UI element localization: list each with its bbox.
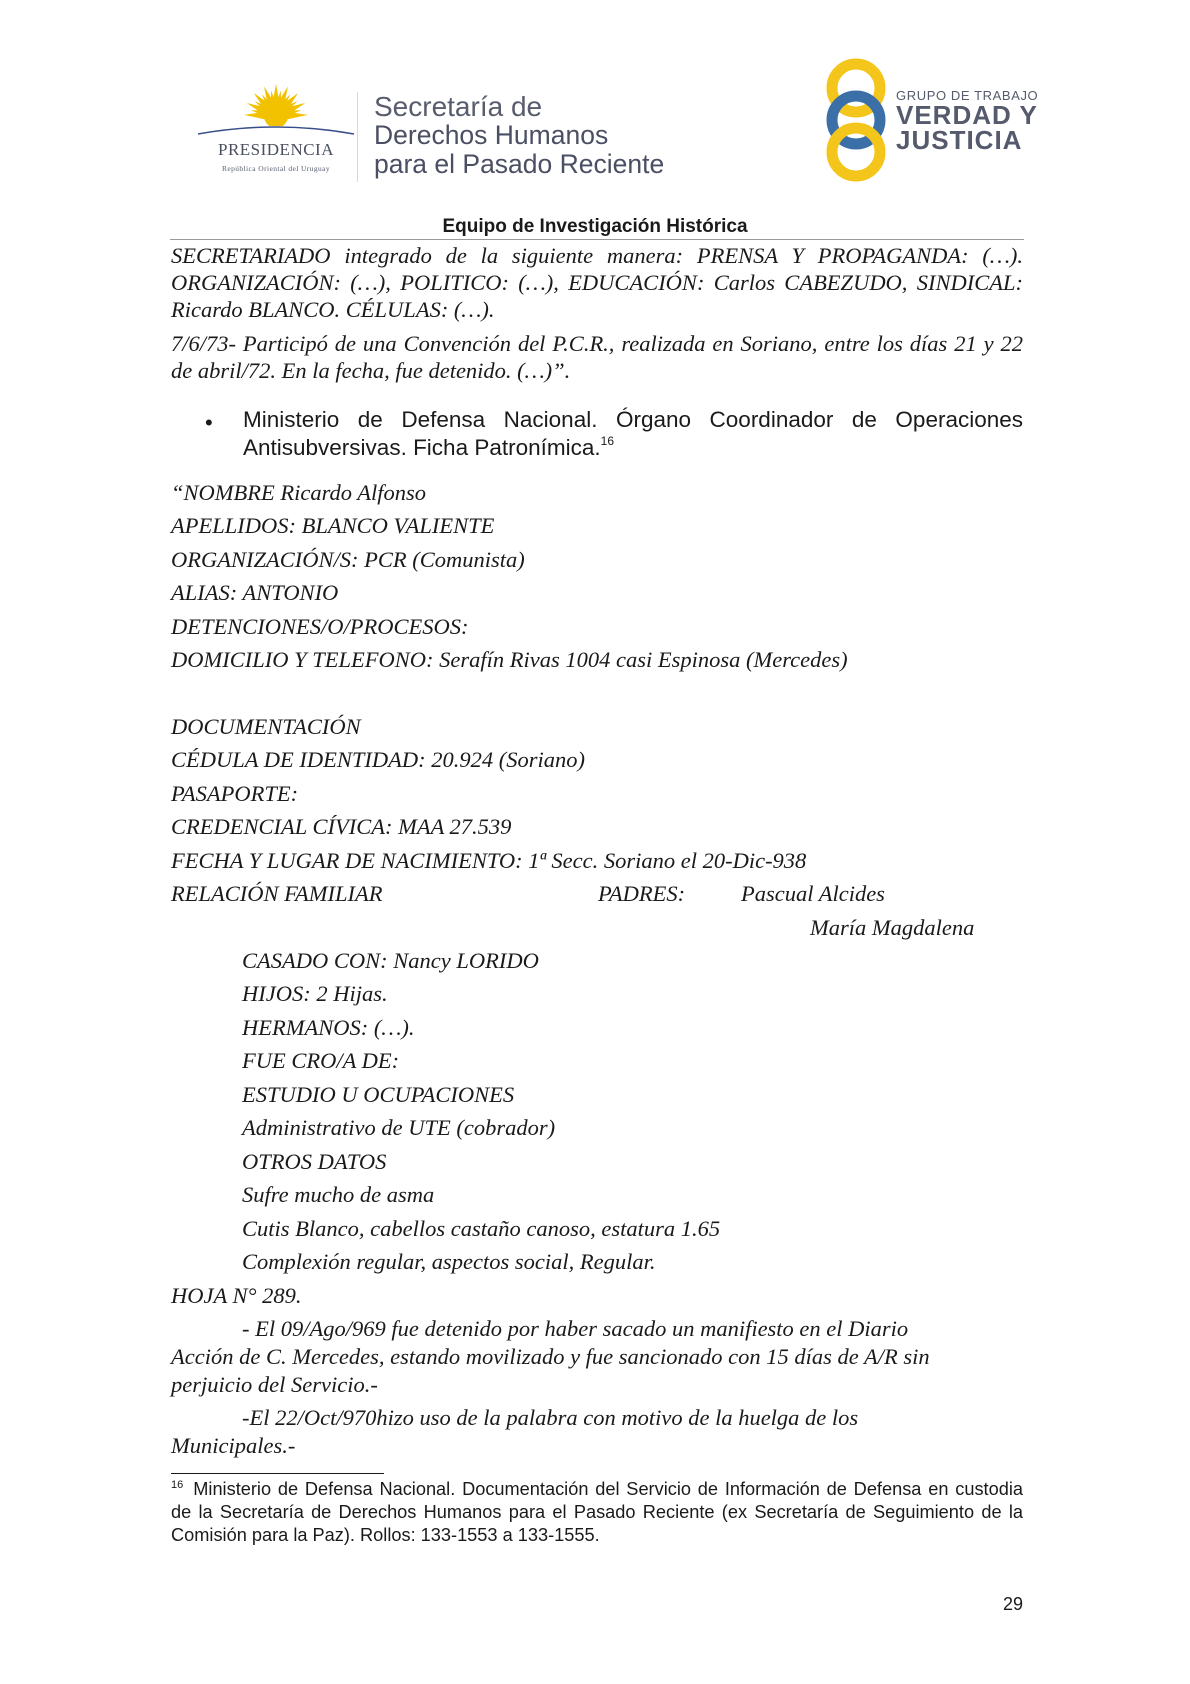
source-bullet bbox=[243, 406, 1023, 462]
ficha-entry-1-line-1: - El 09/Ago/969 fue detenido por haber sacado un manifiesto en el Diario bbox=[242, 1316, 909, 1341]
ficha-otros-1: Sufre mucho de asma bbox=[242, 1182, 435, 1207]
ficha-otros-label: OTROS DATOS bbox=[242, 1149, 387, 1174]
ficha-estudio-value: Administrativo de UTE (cobrador) bbox=[242, 1115, 556, 1140]
intro-paragraph-1: SECRETARIADO integrado de la siguiente manera: PRENSA Y PROPAGANDA: (…). ORGANIZACIÓN: (…), POLITICO: (…), EDUCACIÓN: Carlos CABEZUDO, SINDICAL: Ricardo BLANCO. CÉLULAS: (…). bbox=[171, 243, 1023, 322]
ficha-credencial: CREDENCIAL CÍVICA: MAA 27.539 bbox=[171, 814, 512, 839]
footnote bbox=[171, 1478, 1023, 1547]
ficha-hijos: HIJOS: 2 Hijas. bbox=[242, 981, 388, 1006]
footnote-ref[interactable]: 16 bbox=[600, 434, 614, 448]
ficha-organizacion: ORGANIZACIÓN/S: PCR (Comunista) bbox=[171, 547, 525, 572]
ficha-cedula: CÉDULA DE IDENTIDAD: 20.924 (Soriano) bbox=[171, 747, 585, 772]
ficha-entry-1-line-3: perjuicio del Servicio.- bbox=[171, 1372, 378, 1397]
ficha-padre: Pascual Alcides bbox=[741, 881, 885, 906]
header-rule bbox=[170, 239, 1024, 240]
ficha-documentacion: DOCUMENTACIÓN bbox=[171, 714, 361, 739]
ficha-nombre: “NOMBRE Ricardo Alfonso bbox=[171, 480, 426, 505]
sun-emblem-icon bbox=[196, 82, 356, 142]
page-number: 29 bbox=[1003, 1594, 1024, 1614]
secretaria-line-2: Derechos Humanos bbox=[374, 120, 609, 150]
footnote-rule bbox=[171, 1473, 384, 1474]
ficha-entry-2-line-1: -El 22/Oct/970hizo uso de la palabra con motivo de la huelga de los bbox=[242, 1405, 859, 1430]
grupo-trabajo-text bbox=[896, 88, 1038, 153]
secretaria-line-1: Secretaría de bbox=[374, 91, 543, 122]
ficha-pasaporte: PASAPORTE: bbox=[171, 781, 299, 806]
grupo-line-3: JUSTICIA bbox=[896, 125, 1023, 155]
presidencia-subtitle: República Oriental del Uruguay bbox=[221, 164, 330, 173]
source-bullet-text: Ministerio de Defensa Nacional. Órgano Coordinador de Operaciones Antisubversivas. Ficha Patronímica. bbox=[243, 407, 1023, 460]
ficha-estudio-label: ESTUDIO U OCUPACIONES bbox=[242, 1082, 515, 1107]
ficha-casado: CASADO CON: Nancy LORIDO bbox=[242, 948, 539, 973]
ficha-otros-3: Complexión regular, aspectos social, Regular. bbox=[242, 1249, 656, 1274]
grupo-line-1: GRUPO DE TRABAJO bbox=[896, 88, 1039, 103]
footnote-number: 16 bbox=[171, 1479, 184, 1491]
ficha-hoja: HOJA N° 289. bbox=[171, 1283, 302, 1308]
ficha-entry-2-line-2: Municipales.- bbox=[171, 1433, 296, 1458]
ficha-hermanos: HERMANOS: (…). bbox=[242, 1015, 415, 1040]
ficha-detenciones: DETENCIONES/O/PROCESOS: bbox=[171, 614, 469, 639]
footnote-text: Ministerio de Defensa Nacional. Documentación del Servicio de Información de Defensa en custodia de la Secretaría de Derechos Humanos para el Pasado Reciente (ex Secretaría de Seguimiento de la Comisión para la Paz). Rollos: 133-1553 a 133-1555. bbox=[171, 1479, 1023, 1545]
ficha-nacimiento: FECHA Y LUGAR DE NACIMIENTO: 1ª Secc. Soriano el 20-Dic-938 bbox=[171, 848, 807, 873]
ficha-relacion-label: RELACIÓN FAMILIAR bbox=[171, 881, 383, 906]
ficha-otros-2: Cutis Blanco, cabellos castaño canoso, estatura 1.65 bbox=[242, 1216, 721, 1241]
grupo-line-2: VERDAD Y bbox=[896, 100, 1038, 130]
ficha-padres-label: PADRES: bbox=[598, 881, 686, 906]
intro-paragraph-2: 7/6/73- Participó de una Convención del P.C.R., realizada en Soriano, entre los días 21 y 22 de abril/72. En la fecha, fue detenido. (…)”. bbox=[171, 331, 1023, 383]
ficha-domicilio: DOMICILIO Y TELEFONO: Serafín Rivas 1004 casi Espinosa (Mercedes) bbox=[171, 647, 848, 672]
ficha-apellidos: APELLIDOS: BLANCO VALIENTE bbox=[171, 513, 495, 538]
presidencia-name: PRESIDENCIA bbox=[217, 140, 334, 159]
ficha-alias: ALIAS: ANTONIO bbox=[171, 580, 339, 605]
ficha-entry-1-line-2: Acción de C. Mercedes, estando movilizado y fue sancionado con 15 días de A/R sin bbox=[171, 1344, 930, 1369]
presidencia-logo bbox=[196, 82, 356, 182]
ficha-madre: María Magdalena bbox=[810, 915, 975, 940]
secretaria-line-3: para el Pasado Reciente bbox=[374, 149, 665, 179]
header-divider bbox=[357, 92, 358, 182]
ficha-fue-cro: FUE CRO/A DE: bbox=[242, 1048, 400, 1073]
secretaria-title bbox=[374, 92, 664, 179]
bullet-icon: • bbox=[205, 410, 213, 435]
team-title: Equipo de Investigación Histórica bbox=[442, 216, 748, 237]
